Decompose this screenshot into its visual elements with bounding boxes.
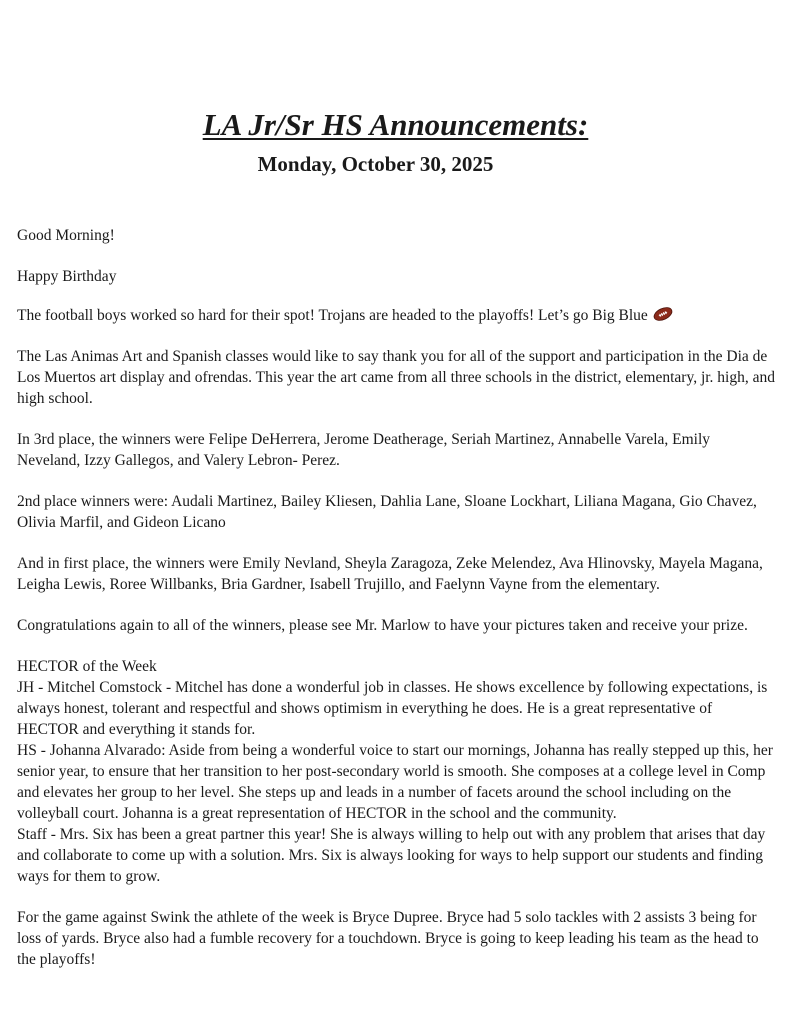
first-place-winners: And in first place, the winners were Emily Nevland, Sheyla Zaragoza, Zeke Melendez, Ava Hlinovsky, Mayela Magana, Leigha Lewis, Roree Willbanks, Bria Gardner, Isabell Trujillo, and Faelynn Vayne from the elementary. xyxy=(17,555,763,593)
page-title: LA Jr/Sr HS Announcements: xyxy=(202,107,589,142)
art-announcement: The Las Animas Art and Spanish classes would like to say thank you for all of the support and participation in the Dia de Los Muertos art display and ofrendas. This year the art came from all three schools in the district, elementary, jr. high, and high school. xyxy=(17,348,775,407)
hector-hs: HS - Johanna Alvarado: Aside from being a wonderful voice to start our mornings, Johanna has really stepped up this, her senior year, to ensure that her transition to her post-secondary world is smooth. She composes at a college level in Comp and elevates her group to her level. She steps up and leads in a number of facets around the school including on the volleyball court. Johanna is a great representation of HECTOR in the school and the community. xyxy=(17,742,773,822)
football-text: The football boys worked so hard for their spot! Trojans are headed to the playoffs! Let’s go Big Blue xyxy=(17,307,648,324)
third-place-winners: In 3rd place, the winners were Felipe DeHerrera, Jerome Deatherage, Seriah Martinez, Annabelle Varela, Emily Neveland, Izzy Gallegos, and Valery Lebron- Perez. xyxy=(17,431,711,469)
football-icon xyxy=(652,306,674,328)
second-place-winners: 2nd place winners were: Audali Martinez, Bailey Kliesen, Dahlia Lane, Sloane Lockhart, Liliana Magana, Gio Chavez, Olivia Marfil, and Gideon Licano xyxy=(17,493,757,531)
hector-heading: HECTOR of the Week xyxy=(17,658,157,675)
athlete-of-week: For the game against Swink the athlete of the week is Bryce Dupree. Bryce had 5 solo tackles with 2 assists 3 being for loss of yards. Bryce also had a fumble recovery for a touchdown. Bryce is going to keep leading his team as the head to the playoffs! xyxy=(17,909,759,968)
football-announcement xyxy=(17,305,777,328)
congratulations-note: Congratulations again to all of the winners, please see Mr. Marlow to have your pictures taken and receive your prize. xyxy=(17,617,748,634)
greeting: Good Morning! xyxy=(17,227,115,244)
hector-staff: Staff - Mrs. Six has been a great partner this year! She is always willing to help out with any problem that arises that day and collaborate to come up with a solution. Mrs. Six is always looking for ways to help support our students and finding ways for them to grow. xyxy=(17,826,766,885)
hector-jh: JH - Mitchel Comstock - Mitchel has done a wonderful job in classes. He shows excellence by following expectations, is always honest, tolerant and respectful and shows optimism in everything he does. He is a great representative of HECTOR and everything it stands for. xyxy=(17,679,768,738)
birthday-line: Happy Birthday xyxy=(17,268,117,285)
page-date: Monday, October 30, 2025 xyxy=(257,152,494,176)
announcement-body xyxy=(17,225,777,970)
